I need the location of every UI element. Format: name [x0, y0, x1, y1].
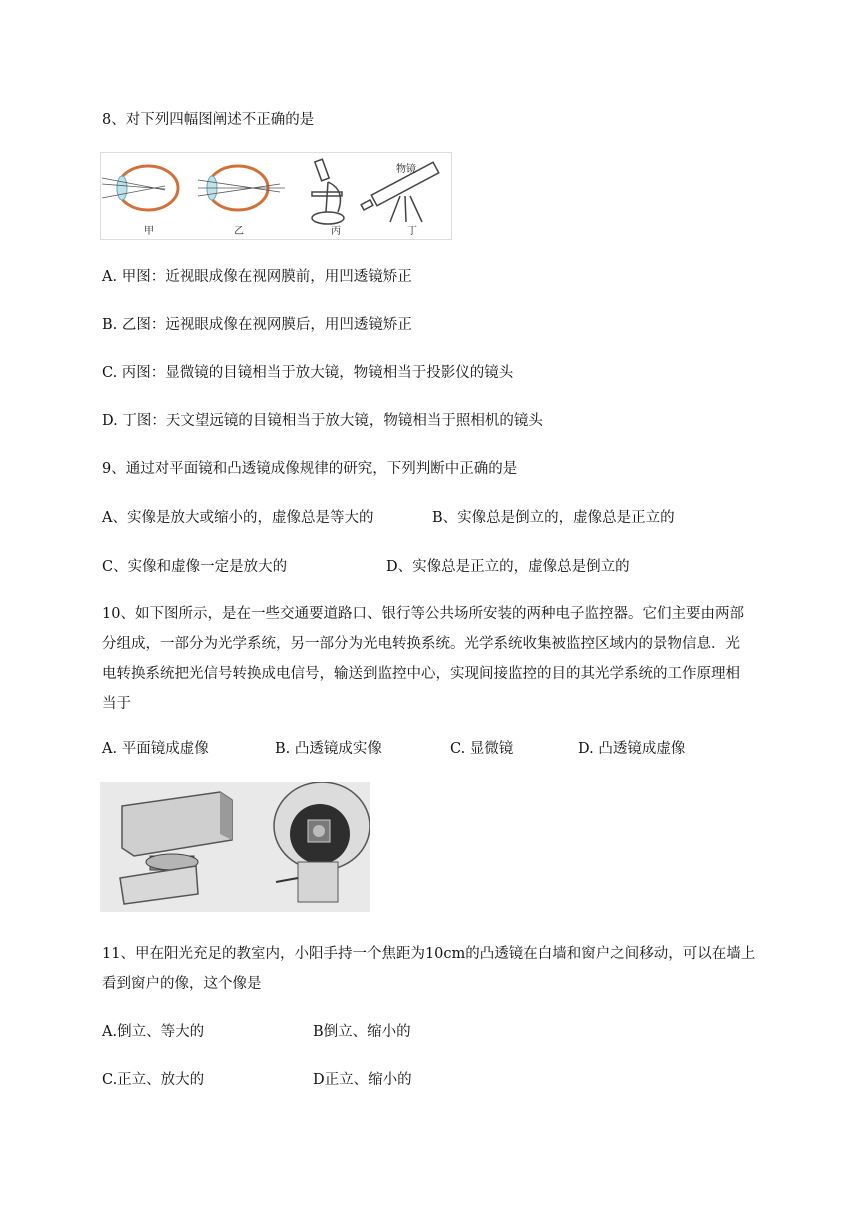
caption-jia: 甲: [144, 226, 154, 237]
q11-option-a: A.倒立、等大的: [102, 1024, 205, 1040]
q8-option-c: C. 丙图：显微镜的目镜相当于放大镜，物镜相当于投影仪的镜头: [102, 365, 514, 381]
caption-bing: 丙: [331, 226, 341, 237]
question-11-stem-line-1: 11、甲在阳光充足的教室内，小阳手持一个焦距为10cm的凸透镜在白墙和窗户之间移动，可以在墙上: [102, 946, 756, 962]
q9-option-a: A、实像是放大或缩小的，虚像总是等大的: [102, 510, 374, 526]
q10-option-a: A. 平面镜成虚像: [102, 741, 209, 757]
question-10-stem-line-1: 10、如下图所示，是在一些交通要道路口、银行等公共场所安装的两种电子监控器。它们主要由两部: [102, 606, 744, 622]
question-8-stem: 8、对下列四幅图阐述不正确的是: [102, 112, 315, 128]
q11-option-b: B倒立、缩小的: [313, 1024, 411, 1040]
q8-option-b: B. 乙图：远视眼成像在视网膜后，用凹透镜矫正: [102, 317, 412, 333]
surveillance-cameras-photo: [100, 782, 370, 912]
question-10-stem-line-2: 分组成，一部分为光学系统，另一部分为光电转换系统。光学系统收集被监控区域内的景物信息．光: [102, 636, 740, 652]
q9-option-d: D、实像总是正立的，虚像总是倒立的: [386, 559, 630, 575]
caption-yi: 乙: [234, 226, 244, 237]
q9-option-c: C、实像和虚像一定是放大的: [102, 559, 288, 575]
q10-option-b: B. 凸透镜成实像: [275, 741, 382, 757]
q8-option-d: D. 丁图：天文望远镜的目镜相当于放大镜，物镜相当于照相机的镜头: [102, 413, 543, 429]
q11-option-d: D正立、缩小的: [313, 1072, 412, 1088]
question-10-stem-line-3: 电转换系统把光信号转换成电信号，输送到监控中心，实现间接监控的目的其光学系统的工作原理相: [102, 666, 740, 682]
q10-option-d: D. 凸透镜成虚像: [578, 741, 686, 757]
question-11-stem-line-2: 看到窗户的像，这个像是: [102, 976, 262, 992]
q8-figure: [100, 152, 452, 240]
question-9-stem: 9、通过对平面镜和凸透镜成像规律的研究，下列判断中正确的是: [102, 461, 518, 477]
q10-option-c: C. 显微镜: [450, 741, 514, 757]
q9-option-b: B、实像总是倒立的，虚像总是正立的: [432, 510, 675, 526]
q11-option-c: C.正立、放大的: [102, 1072, 205, 1088]
question-10-stem-line-4: 当于: [102, 696, 131, 712]
telescope-objective-label: 物镜: [396, 164, 416, 175]
q8-option-a: A. 甲图：近视眼成像在视网膜前，用凹透镜矫正: [102, 269, 412, 285]
caption-ding: 丁: [407, 226, 417, 237]
